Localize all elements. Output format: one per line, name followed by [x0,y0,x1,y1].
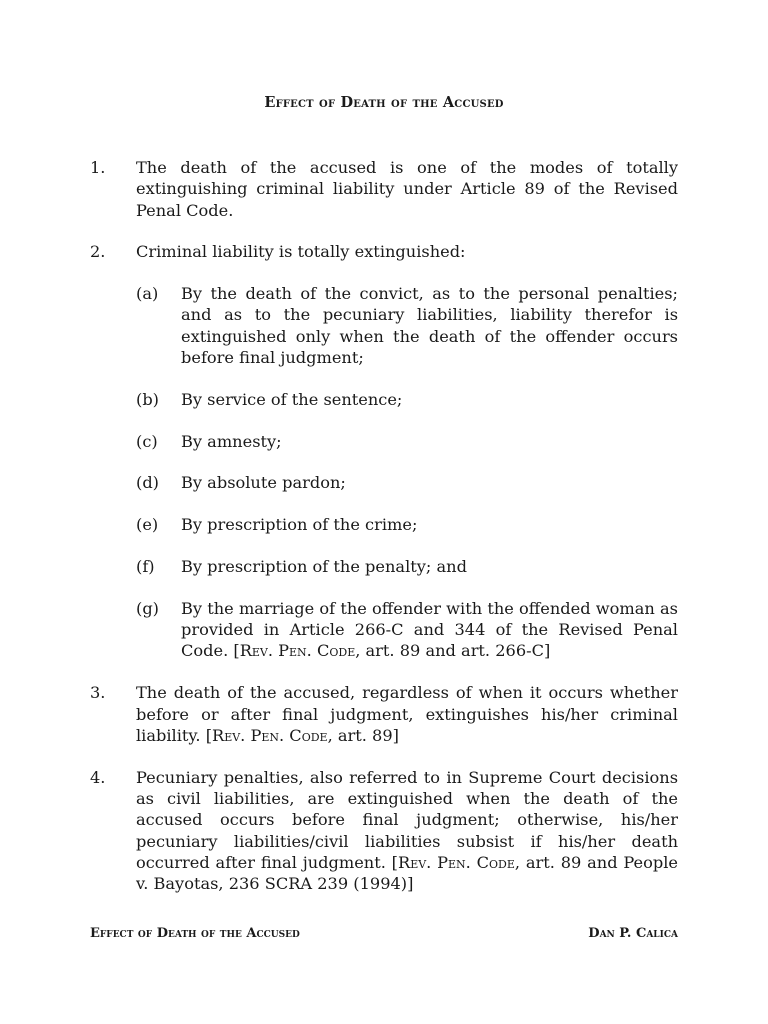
item-letter: (c) [136,431,158,451]
list-item [136,472,678,493]
list-item [136,556,678,577]
paragraph-4 [90,767,678,895]
citation: Rev. Pen. Code [212,725,328,745]
item-letter: (g) [136,598,159,618]
item-letter: (f) [136,557,155,577]
document-body [90,157,678,915]
list-item [136,389,678,410]
paragraph-1 [90,157,678,221]
citation-tail: , art. 89 and art. 266-C] [355,641,551,661]
item-text [181,598,678,662]
paragraph-number: 1. [90,158,106,177]
paragraph-text-body: The death of the accused, regardless of when it occurs whether before or after final judgment, extinguishes his/her criminal liability. [ [136,683,678,745]
list-item [136,283,678,368]
item-text: By amnesty; [181,431,282,451]
sub-list [136,283,678,662]
paragraph-2 [90,241,678,262]
page-title: Effect of Death of the Accused [264,94,504,111]
paragraph-number: 4. [90,767,106,787]
footer-author: Dan P. Calica [588,926,678,941]
page-footer [90,926,678,941]
item-text: By the death of the convict, as to the personal penalties; and as to the pecuniary liabilities, liability therefor is extinguished only when the death of the offender occurs before final judgment; [181,284,678,368]
paragraph-3 [90,682,678,746]
citation-tail: , art. 89 and People v. Bayotas, 236 SCRA 239 (1994)] [136,852,678,894]
item-text: By service of the sentence; [181,389,403,409]
item-text-body: By the marriage of the offender with the offended woman as provided in Article 266-C and 344 of the Revised Penal Code. [ [181,598,678,661]
list-item [136,431,678,452]
citation: Rev. Pen. Code [398,852,515,872]
paragraph-text: Criminal liability is totally extinguished: [136,242,466,262]
citation: Rev. Pen. Code [239,641,356,661]
paragraph-text: The death of the accused is one of the modes of totally extinguishing criminal liability under Article 89 of the Revised Penal Code. [136,158,678,220]
item-text: By prescription of the crime; [181,515,418,535]
paragraph-text [136,682,678,746]
paragraph-text [136,767,678,895]
item-letter: (d) [136,473,159,493]
item-text: By prescription of the penalty; and [181,557,467,577]
item-letter: (a) [136,284,159,304]
item-letter: (b) [136,389,159,409]
list-item [136,514,678,535]
list-item [136,598,678,662]
paragraph-text-body: Pecuniary penalties, also referred to in Supreme Court decisions as civil liabilities, are extinguished when the death of the accused occurs before final judgment; otherwise, his/her pecuniary liabilities/civil liabilities subsist if his/her death occurred after final judgment. [ [136,767,678,872]
citation-tail: , art. 89] [327,725,399,745]
paragraph-number: 2. [90,242,106,262]
item-letter: (e) [136,515,159,535]
item-text: By absolute pardon; [181,473,346,493]
footer-title: Effect of Death of the Accused [90,926,300,941]
paragraph-number: 3. [90,683,106,703]
